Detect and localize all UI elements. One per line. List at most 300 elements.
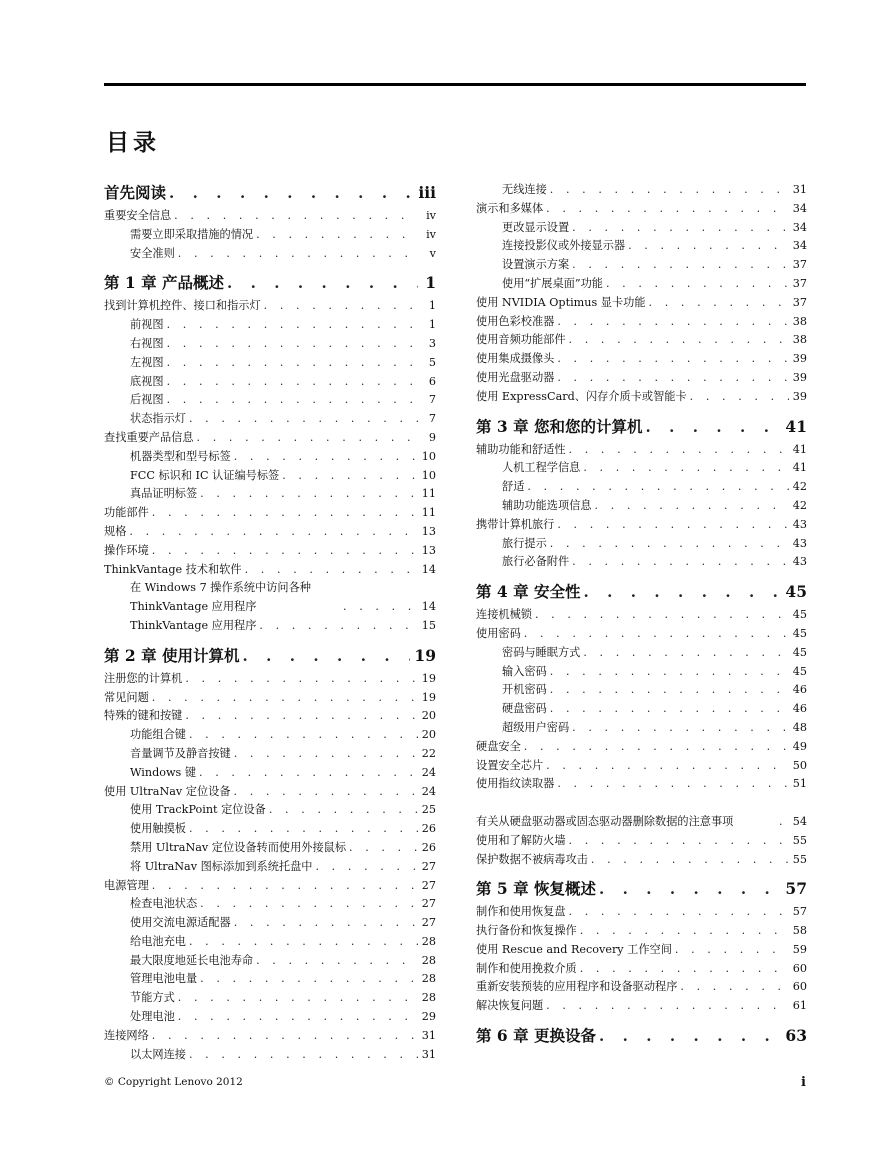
toc-entry-title: 功能组合键 [130, 726, 189, 745]
toc-entry-title: 左视图 [130, 354, 167, 373]
toc-page-number: v [418, 245, 436, 264]
dot-leader [690, 388, 789, 407]
dot-leader [628, 237, 789, 256]
toc-page-number: 45 [789, 606, 807, 625]
toc-entry-title: 机器类型和型号标签 [130, 448, 234, 467]
toc-entry-title: 节能方式 [130, 989, 178, 1008]
dot-leader [546, 200, 789, 219]
dot-leader [189, 933, 418, 952]
toc-entry[interactable] [104, 783, 436, 802]
toc-page-number: 41 [781, 415, 807, 439]
toc-page-number: 39 [789, 350, 807, 369]
toc-chapter-entry[interactable] [476, 1024, 807, 1048]
dot-leader [200, 895, 418, 914]
dot-leader [167, 373, 418, 392]
toc-entry[interactable] [104, 504, 436, 523]
dot-leader [167, 316, 418, 335]
dot-leader [242, 644, 410, 668]
toc-page-number: 11 [418, 485, 436, 504]
toc-entry-title: 注册您的计算机 [104, 670, 185, 689]
toc-entry[interactable] [104, 801, 436, 820]
dot-leader [583, 644, 788, 663]
toc-entry-title: 给电池充电 [130, 933, 189, 952]
toc-right-column [476, 181, 807, 1050]
toc-entry[interactable] [476, 535, 807, 554]
dot-leader [178, 245, 418, 264]
toc-entry[interactable] [104, 989, 436, 1008]
toc-page-number: 27 [418, 895, 436, 914]
toc-entry[interactable] [104, 316, 436, 335]
toc-entry-title: 使用指纹读取器 [476, 775, 557, 794]
dot-leader [557, 313, 788, 332]
toc-entry-title: 无线连接 [502, 181, 550, 200]
toc-entry[interactable] [104, 707, 436, 726]
dot-leader [569, 331, 789, 350]
toc-page-number: 39 [789, 369, 807, 388]
toc-entry-title: 后视图 [130, 391, 167, 410]
toc-entry[interactable] [476, 388, 807, 407]
toc-entry[interactable] [104, 207, 436, 226]
toc-page-number: 60 [789, 978, 807, 997]
toc-entry-title: 查找重要产品信息 [104, 429, 197, 448]
toc-page-number: 27 [418, 914, 436, 933]
toc-page-number: 50 [789, 757, 807, 776]
dot-leader [185, 670, 417, 689]
toc-entry[interactable] [476, 794, 807, 832]
toc-entry[interactable] [476, 922, 807, 941]
toc-entry[interactable] [104, 245, 436, 264]
toc-page-number: 1 [418, 316, 436, 335]
toc-entry[interactable] [476, 275, 807, 294]
toc-entry[interactable] [476, 219, 807, 238]
toc-page-number: 57 [781, 877, 807, 901]
toc-page-number: 54 [789, 813, 807, 832]
toc-entry-title: 设置安全芯片 [476, 757, 546, 776]
dot-leader [569, 903, 789, 922]
toc-entry[interactable] [104, 1008, 436, 1027]
toc-entry[interactable] [104, 952, 436, 971]
toc-entry-title: 使用交流电源适配器 [130, 914, 234, 933]
toc-page-number: 3 [418, 335, 436, 354]
toc-entry[interactable] [104, 297, 436, 316]
toc-page-number: 29 [418, 1008, 436, 1027]
toc-page-number: 34 [789, 237, 807, 256]
dot-leader [557, 516, 788, 535]
dot-leader [349, 839, 418, 858]
toc-entry-title: 保护数据不被病毒攻击 [476, 851, 591, 870]
toc-entry-title: 连接机械锁 [476, 606, 535, 625]
toc-entry-title: 硬盘安全 [476, 738, 524, 757]
toc-page-number: 45 [789, 644, 807, 663]
toc-page-number: 57 [789, 903, 807, 922]
toc-page-number: 38 [789, 313, 807, 332]
toc-page-number: 27 [418, 858, 436, 877]
toc-entry-title: 使用 ExpressCard、闪存介质卡或智能卡 [476, 388, 690, 407]
dot-leader [524, 625, 789, 644]
toc-entry-title: 演示和多媒体 [476, 200, 546, 219]
toc-entry-title: 超级用户密码 [502, 719, 572, 738]
toc-entry[interactable] [476, 553, 807, 572]
dot-leader [167, 391, 418, 410]
toc-entry-title: 旅行必备附件 [502, 553, 572, 572]
toc-entry[interactable] [476, 625, 807, 644]
toc-entry-title: 辅助功能和舒适性 [476, 441, 569, 460]
dot-leader [645, 415, 781, 439]
toc-entry-title: 更改显示设置 [502, 219, 572, 238]
dot-leader [599, 1024, 781, 1048]
toc-page-number: 26 [418, 839, 436, 858]
toc-entry-title: 使用“扩展桌面”功能 [502, 275, 606, 294]
toc-entry-title: 辅助功能选项信息 [502, 497, 595, 516]
toc-page-number: 42 [789, 497, 807, 516]
dot-leader [343, 598, 418, 617]
toc-entry-title: 第 6 章 更换设备 [476, 1024, 599, 1048]
dot-leader [572, 256, 789, 275]
toc-entry[interactable] [476, 478, 807, 497]
toc-chapter-entry[interactable] [476, 415, 807, 439]
toc-entry[interactable] [104, 914, 436, 933]
page-number: i [801, 1075, 806, 1090]
toc-entry[interactable] [104, 335, 436, 354]
toc-entry-title: 设置演示方案 [502, 256, 572, 275]
dot-leader [264, 297, 418, 316]
toc-entry[interactable] [104, 933, 436, 952]
toc-page-number: 46 [789, 681, 807, 700]
toc-entry[interactable] [476, 256, 807, 275]
toc-entry-title: 右视图 [130, 335, 167, 354]
toc-page-number: 5 [418, 354, 436, 373]
toc-entry[interactable] [476, 851, 807, 870]
toc-entry[interactable] [104, 226, 436, 245]
dot-leader [649, 294, 789, 313]
toc-entry-title: 处理电池 [130, 1008, 178, 1027]
toc-entry-title: 使用触摸板 [130, 820, 189, 839]
dot-leader [572, 219, 789, 238]
toc-entry[interactable] [104, 485, 436, 504]
dot-leader [591, 851, 789, 870]
toc-entry[interactable] [104, 410, 436, 429]
dot-leader [167, 354, 418, 373]
dot-leader [550, 535, 789, 554]
toc-entry-title: 音量调节及静音按键 [130, 745, 234, 764]
toc-page-number: 43 [789, 535, 807, 554]
toc-page-number: 14 [418, 561, 436, 580]
toc-page-number: 13 [418, 523, 436, 542]
toc-entry[interactable] [476, 441, 807, 460]
toc-page-number: 60 [789, 960, 807, 979]
toc-entry[interactable] [104, 858, 436, 877]
dot-leader [583, 580, 781, 604]
toc-entry[interactable] [476, 237, 807, 256]
toc-entry-title: 使用和了解防火墙 [476, 832, 569, 851]
toc-entry-title: 第 4 章 安全性 [476, 580, 583, 604]
toc-entry-title: 底视图 [130, 373, 167, 392]
dot-leader [197, 429, 418, 448]
toc-page-number: 7 [418, 410, 436, 429]
dot-leader [527, 478, 788, 497]
toc-entry-title: 人机工程学信息 [502, 459, 583, 478]
toc-page-number: 42 [789, 478, 807, 497]
toc-chapter-entry[interactable] [104, 271, 436, 295]
toc-entry-title: 开机密码 [502, 681, 550, 700]
toc-entry-title: 使用 NVIDIA Optimus 显卡功能 [476, 294, 649, 313]
toc-page-number: 11 [418, 504, 436, 523]
toc-page-number: 34 [789, 200, 807, 219]
toc-entry[interactable] [476, 294, 807, 313]
toc-page-number: 59 [789, 941, 807, 960]
dot-leader [234, 783, 418, 802]
dot-leader [557, 369, 788, 388]
toc-entry-title: 特殊的键和按键 [104, 707, 185, 726]
toc-page-number: 28 [418, 933, 436, 952]
dot-leader [572, 553, 789, 572]
toc-entry[interactable] [476, 350, 807, 369]
toc-page-number: 63 [781, 1024, 807, 1048]
dot-leader [189, 820, 418, 839]
toc-entry-title: 真品证明标签 [130, 485, 200, 504]
toc-entry[interactable] [476, 832, 807, 851]
toc-entry-title: 安全准则 [130, 245, 178, 264]
toc-entry[interactable] [104, 617, 436, 636]
dot-leader [189, 410, 418, 429]
dot-leader [234, 448, 418, 467]
toc-entry-title: 舒适 [502, 478, 527, 497]
dot-leader [569, 832, 789, 851]
toc-entry[interactable] [476, 757, 807, 776]
toc-entry-title: 旅行提示 [502, 535, 550, 554]
toc-entry[interactable] [104, 820, 436, 839]
toc-page-number: 31 [789, 181, 807, 200]
dot-leader [680, 978, 788, 997]
toc-page-number: 38 [789, 331, 807, 350]
toc-chapter-entry[interactable] [104, 181, 436, 205]
dot-leader [580, 922, 789, 941]
toc-entry[interactable] [476, 997, 807, 1016]
dot-leader [524, 738, 789, 757]
toc-entry-title: 第 3 章 您和您的计算机 [476, 415, 645, 439]
toc-entry-title: 功能部件 [104, 504, 152, 523]
dot-leader [550, 700, 789, 719]
top-rule [104, 83, 806, 86]
toc-entry-title: 将 UltraNav 图标添加到系统托盘中 [130, 858, 315, 877]
toc-entry[interactable] [104, 429, 436, 448]
dot-leader [675, 941, 789, 960]
toc-entry[interactable] [104, 391, 436, 410]
toc-entry[interactable] [104, 373, 436, 392]
toc-page-number: 45 [789, 663, 807, 682]
toc-entry[interactable] [476, 775, 807, 794]
toc-entry-title: 找到计算机控件、接口和指示灯 [104, 297, 264, 316]
toc-entry-title: 输入密码 [502, 663, 550, 682]
dot-leader [606, 275, 789, 294]
dot-leader [557, 350, 788, 369]
toc-page-number: 37 [789, 294, 807, 313]
toc-page-number: 20 [418, 707, 436, 726]
toc-entry-title: 制作和使用恢复盘 [476, 903, 569, 922]
toc-entry-title: 使用密码 [476, 625, 524, 644]
toc-entry[interactable] [476, 644, 807, 663]
toc-entry-title: 在 Windows 7 操作系统中访问各种 ThinkVantage 应用程序 [130, 579, 343, 617]
toc-entry[interactable] [104, 354, 436, 373]
dot-leader [569, 441, 789, 460]
toc-page-number: 37 [789, 275, 807, 294]
toc-page-number: 45 [789, 625, 807, 644]
toc-entry[interactable] [476, 181, 807, 200]
dot-leader [169, 181, 414, 205]
toc-entry-title: 使用 Rescue and Recovery 工作空间 [476, 941, 675, 960]
toc-entry-title: 携带计算机旅行 [476, 516, 557, 535]
toc-page-number: 39 [789, 388, 807, 407]
toc-entry[interactable] [476, 960, 807, 979]
toc-page-number: iv [418, 207, 436, 226]
toc-entry[interactable] [476, 941, 807, 960]
toc-entry-title: 以太网连接 [130, 1046, 189, 1065]
toc-page-number: 10 [418, 467, 436, 486]
dot-leader [546, 757, 789, 776]
toc-page-number: 10 [418, 448, 436, 467]
toc-entry[interactable] [476, 681, 807, 700]
dot-leader [282, 467, 418, 486]
toc-page-number: 25 [418, 801, 436, 820]
toc-page-number: 43 [789, 516, 807, 535]
toc-entry[interactable] [476, 313, 807, 332]
toc-entry[interactable] [104, 1027, 436, 1046]
toc-entry-title: 最大限度地延长电池寿命 [130, 952, 256, 971]
toc-entry[interactable] [104, 839, 436, 858]
page-title: 目录 [106, 129, 160, 156]
toc-chapter-entry[interactable] [476, 877, 807, 901]
toc-entry-title: 规格 [104, 523, 129, 542]
toc-page-number: 28 [418, 989, 436, 1008]
dot-leader [256, 226, 418, 245]
toc-entry[interactable] [104, 689, 436, 708]
toc-entry-title: 电源管理 [104, 877, 152, 896]
toc-entry[interactable] [104, 670, 436, 689]
toc-page-number: 22 [418, 745, 436, 764]
toc-entry[interactable] [104, 764, 436, 783]
dot-leader [550, 663, 789, 682]
toc-entry[interactable] [476, 459, 807, 478]
dot-leader [256, 952, 418, 971]
toc-entry[interactable] [476, 738, 807, 757]
toc-entry[interactable] [476, 331, 807, 350]
dot-leader [178, 989, 418, 1008]
toc-entry-title: 首先阅读 [104, 181, 169, 205]
toc-page-number: 26 [418, 820, 436, 839]
toc-entry[interactable] [476, 903, 807, 922]
dot-leader [535, 606, 789, 625]
toc-page-number: 20 [418, 726, 436, 745]
dot-leader [152, 689, 418, 708]
toc-entry[interactable] [104, 877, 436, 896]
dot-leader [546, 997, 789, 1016]
toc-entry-title: 使用 TrackPoint 定位设备 [130, 801, 269, 820]
toc-page-number: 14 [418, 598, 436, 617]
toc-entry[interactable] [104, 523, 436, 542]
dot-leader [234, 745, 418, 764]
toc-page-number: 49 [789, 738, 807, 757]
toc-entry[interactable] [476, 700, 807, 719]
toc-entry[interactable] [104, 448, 436, 467]
toc-entry-title: 禁用 UltraNav 定位设备转而使用外接鼠标 [130, 839, 349, 858]
toc-page-number: 28 [418, 952, 436, 971]
toc-entry-title: 执行备份和恢复操作 [476, 922, 580, 941]
toc-entry[interactable] [476, 516, 807, 535]
dot-leader [189, 726, 418, 745]
toc-entry[interactable] [476, 663, 807, 682]
dot-leader [152, 877, 418, 896]
toc-entry-title: 制作和使用挽救介质 [476, 960, 580, 979]
toc-entry-title: ThinkVantage 技术和软件 [104, 561, 245, 580]
toc-entry-title: 前视图 [130, 316, 167, 335]
toc-page-number: 7 [418, 391, 436, 410]
toc-page-number: 27 [418, 877, 436, 896]
toc-page-number: 41 [789, 441, 807, 460]
toc-chapter-entry[interactable] [476, 580, 807, 604]
dot-leader [234, 914, 418, 933]
dot-leader [178, 1008, 418, 1027]
toc-page-number: 55 [789, 832, 807, 851]
toc-entry[interactable] [476, 978, 807, 997]
toc-page-number: 19 [418, 689, 436, 708]
toc-page-number: 43 [789, 553, 807, 572]
toc-entry[interactable] [104, 542, 436, 561]
toc-page-number: 58 [789, 922, 807, 941]
dot-leader [152, 542, 418, 561]
toc-page-number: 31 [418, 1046, 436, 1065]
toc-entry-title: 第 5 章 恢复概述 [476, 877, 599, 901]
toc-entry-title: 连接网络 [104, 1027, 152, 1046]
toc-entry[interactable] [104, 895, 436, 914]
dot-leader [557, 775, 788, 794]
toc-entry[interactable] [104, 467, 436, 486]
toc-page-number: 13 [418, 542, 436, 561]
dot-leader [152, 504, 418, 523]
dot-leader [259, 617, 417, 636]
toc-page-number: 24 [418, 764, 436, 783]
toc-entry[interactable] [476, 719, 807, 738]
toc-entry[interactable] [104, 579, 436, 617]
toc-entry[interactable] [476, 369, 807, 388]
toc-entry-title: 有关从硬盘驱动器或固态驱动器删除数据的注意事项 [476, 813, 779, 832]
toc-entry[interactable] [104, 745, 436, 764]
toc-entry[interactable] [476, 606, 807, 625]
toc-entry[interactable] [104, 561, 436, 580]
toc-entry[interactable] [104, 726, 436, 745]
toc-page-number: 34 [789, 219, 807, 238]
toc-entry-title: 密码与睡眠方式 [502, 644, 583, 663]
toc-entry[interactable] [104, 970, 436, 989]
toc-entry[interactable] [476, 497, 807, 516]
toc-page-number: 6 [418, 373, 436, 392]
toc-page-number: 55 [789, 851, 807, 870]
toc-page-number: 45 [781, 580, 807, 604]
dot-leader [269, 801, 418, 820]
dot-leader [315, 858, 417, 877]
toc-entry-title: 使用集成摄像头 [476, 350, 557, 369]
toc-entry-title: Windows 键 [130, 764, 199, 783]
dot-leader [174, 207, 418, 226]
toc-entry[interactable] [476, 200, 807, 219]
toc-chapter-entry[interactable] [104, 644, 436, 668]
toc-page-number: 61 [789, 997, 807, 1016]
toc-entry-title: 重新安装预装的应用程序和设备驱动程序 [476, 978, 680, 997]
toc-page-number: 41 [789, 459, 807, 478]
toc-page-number: iv [418, 226, 436, 245]
toc-entry[interactable] [104, 1046, 436, 1065]
toc-page-number: 15 [418, 617, 436, 636]
toc-entry-title: ThinkVantage 应用程序 [130, 617, 259, 636]
